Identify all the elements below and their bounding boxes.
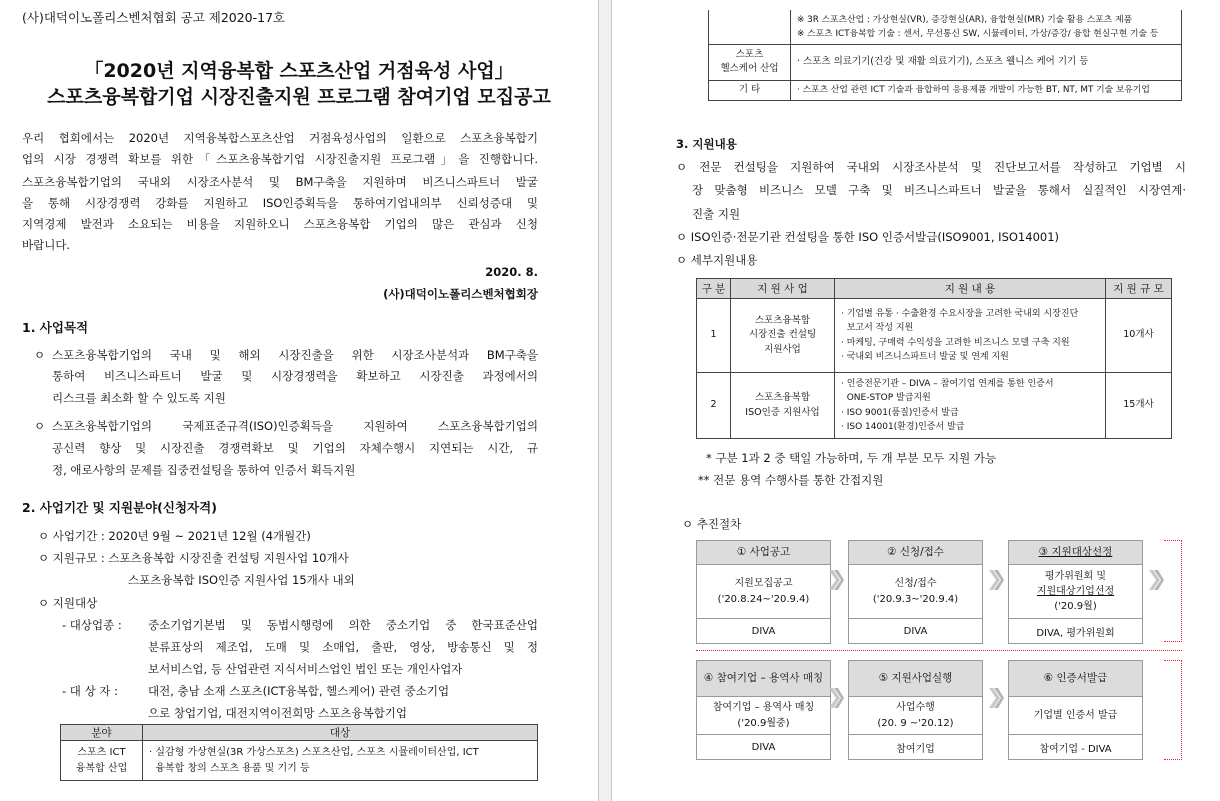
support-table-header: 지 원 내 용 (835, 279, 1106, 299)
field-table (60, 724, 538, 781)
purpose-line: 스포츠융복합기업의 국내 및 해외 시장진출을 위한 시장조사분석과 BM구축을 (52, 348, 538, 362)
intro-line: 우리 협회에서는 2020년 지역융복합스포츠산업 거점육성사업의 일환으로 스포츠융복합기 (22, 131, 538, 145)
process-step-2 (848, 540, 983, 644)
scale-cell: 15개사 (1106, 373, 1172, 439)
step-body: 참여기업 – 용역사 매칭 ('20.9월중) (697, 697, 830, 735)
support-scale: ㅇ 지원규모 : 스포츠융복합 시장진출 컨설팅 지원사업 10개사 (38, 551, 349, 565)
support-detail-table (696, 278, 1172, 439)
target-cell: · 스포츠 의료기기(건강 및 재활 의료기기), 스포츠 웰니스 케어 기기 등 (791, 44, 1182, 80)
intro-line: 바랍니다. (22, 238, 71, 252)
document-page-left (0, 0, 598, 801)
purpose-line: 정, 애로사항의 문제를 집중컨설팅을 통하여 인증서 획득지원 (52, 463, 356, 477)
arrow-right-icon (1148, 566, 1164, 594)
notice-header: (사)대덕이노폴리스벤처협회 공고 제2020-17호 (22, 10, 286, 25)
support-line: 장 맞춤형 비즈니스 모델 구축 및 비즈니스파트너 발굴을 통해서 실질적인 시장연계· (692, 183, 1186, 197)
step-body: 지원모집공고 ('20.8.24~'20.9.4) (697, 565, 830, 619)
field-table-header: 분야 (61, 725, 143, 741)
step-title: ② 신청/접수 (849, 541, 982, 565)
process-heading: ㅇ 추진절차 (682, 517, 742, 531)
step-title: ⑤ 지원사업실행 (849, 661, 982, 697)
document-page-right (612, 0, 1220, 801)
arrow-right-icon (828, 684, 844, 712)
field-table-continued (708, 10, 1182, 101)
dotted-guide (1164, 660, 1182, 760)
field-cell: 기 타 (709, 80, 791, 100)
step-owner: 참여기업 (896, 743, 935, 755)
support-scale-2: 스포츠융복합 ISO인증 지원사업 15개사 내외 (128, 573, 355, 587)
support-line: ㅇ ISO인증·전문기관 컨설팅을 통한 ISO 인증서발급(ISO9001, ISO14001) (676, 230, 1059, 244)
step-owner: DIVA, 평가위원회 (1036, 627, 1115, 639)
step-owner: DIVA (903, 625, 928, 637)
detail-heading: ㅇ 세부지원내용 (676, 253, 758, 267)
target-cell: · 스포츠 산업 관련 ICT 기술과 융합하여 응용제품 개발이 가능한 BT, NT, MT 기술 보유기업 (791, 80, 1182, 100)
step-body: 신청/접수 ('20.9.3~'20.9.4) (849, 565, 982, 619)
arrow-right-icon (828, 566, 844, 594)
step-owner: DIVA (751, 625, 776, 637)
step-title: ① 사업공고 (697, 541, 830, 565)
industry-line: 보서비스업, 등 산업관련 지식서비스업인 법인 또는 개인사업자 (148, 662, 463, 676)
support-period: ㅇ 사업기간 : 2020년 9월 ~ 2021년 12월 (4개월간) (38, 529, 311, 543)
intro-line: 지역경제 발전과 소요되는 비용을 지원하오니 스포츠융복합 기업의 많은 관심과 신청 (22, 217, 538, 231)
industry-label: - 대상업종 : (62, 618, 122, 632)
notice-date: 2020. 8. (485, 265, 538, 279)
title-line-2: 스포츠융복합기업 시장진출지원 프로그램 참여기업 모집공고 (47, 86, 551, 108)
note-line: ** 전문 용역 수행사를 통한 간접지원 (698, 473, 884, 487)
content-cell: · 기업별 유통 · 수출환경 수요시장을 고려한 국내외 시장진단 보고서 작성 지원 · 마케팅, 구매력 수익성을 고려한 비즈니스 모델 구축 지원 · 국내외 비즈니스파트너 발굴 및 연계 지원 (835, 299, 1106, 373)
page-gutter (598, 0, 612, 801)
program-cell: 스포츠융복합 ISO인증 지원사업 (731, 373, 835, 439)
field-cell: 스포츠 ICT 융복합 산업 (61, 741, 143, 781)
who-line: 대전, 충남 소재 스포츠(ICT융복합, 헬스케어) 관련 중소기업 (148, 684, 450, 698)
arrow-right-icon (988, 566, 1004, 594)
purpose-line: 통하여 비즈니스파트너 발굴 및 시장경쟁력을 확보하고 시장진출 과정에서의 (52, 369, 538, 383)
row-number: 1 (697, 299, 731, 373)
process-step-6 (1008, 660, 1143, 760)
intro-line: 을 통해 시장경쟁력 강화를 지원하고 ISO인증획득을 통하여기업내의부 신뢰성증대 및 (22, 196, 538, 210)
section-1-heading: 1. 사업목적 (22, 320, 89, 335)
bullet-icon: ㅇ (34, 419, 46, 433)
target-cell: · 실감형 가상현실(3R 가상스포츠) 스포츠산업, 스포츠 시뮬레이터산업, ICT 융복합 창의 스포츠 용품 및 기기 등 (143, 741, 538, 781)
purpose-line: 스포츠융복합기업의 국제표준규격(ISO)인증획득을 지원하여 스포츠융복합기업의 (52, 419, 538, 433)
field-table-header: 대상 (143, 725, 538, 741)
step-body: 기업별 인증서 발급 (1009, 697, 1142, 735)
table-row (697, 373, 1172, 439)
section-3-heading: 3. 지원내용 (676, 137, 737, 151)
process-step-1 (696, 540, 831, 644)
support-table-header: 구 분 (697, 279, 731, 299)
industry-line: 중소기업기본법 및 동법시행령에 의한 중소기업 중 한국표준산업 (148, 618, 538, 632)
arrow-right-icon (988, 684, 1004, 712)
support-target-heading: ㅇ 지원대상 (38, 596, 98, 610)
purpose-line: 공신력 향상 및 시장진출 경쟁력확보 및 기업의 자체수행시 지연되는 시간, 규 (52, 441, 538, 455)
field-cell: 스포츠 헬스케어 산업 (709, 44, 791, 80)
notes-cell: ※ 3R 스포츠산업 : 가상현실(VR), 증강현실(AR), 융합현실(MR) 기술 활용 스포츠 제품 ※ 스포츠 ICT융복합 기술 : 센서, 무선통신 SW, 시뮬레이터, 가상/증강/ 융합 현실구현 기술 등 (791, 10, 1182, 44)
title-line-1: 「2020년 지역융복합 스포츠산업 거점육성 사업」 (84, 60, 514, 82)
process-step-3 (1008, 540, 1143, 644)
step-owner: 참여기업 - DIVA (1039, 743, 1112, 755)
step-body: 평가위원회 및 지원대상기업선정 ('20.9월) (1009, 565, 1142, 619)
step-title: ④ 참여기업 – 용역사 매칭 (697, 661, 830, 697)
support-table-header: 지 원 사 업 (731, 279, 835, 299)
step-owner: DIVA (751, 741, 776, 753)
scale-cell: 10개사 (1106, 299, 1172, 373)
intro-line: 업의 시장 경쟁력 확보를 위한「스포츠융복합기업 시장진출지원 프로그램」을 진행합니다. (22, 152, 538, 166)
content-cell: · 인증전문기관 – DIVA – 참여기업 연계를 통한 인증서 ONE-STOP 발급지원 · ISO 9001(품질)인증서 발급 · ISO 14001(환경)인증서 발급 (835, 373, 1106, 439)
who-line: 으로 창업기업, 대전지역이전희망 스포츠융복합기업 (148, 706, 408, 720)
support-line: ㅇ 전문 컨설팅을 지원하여 국내외 시장조사분석 및 진단보고서를 작성하고 기업별 시 (676, 160, 1186, 174)
process-step-5 (848, 660, 983, 760)
step-body: 사업수행 (20. 9 ~'20.12) (849, 697, 982, 735)
field-cell-empty (709, 10, 791, 44)
process-step-4 (696, 660, 831, 760)
row-number: 2 (697, 373, 731, 439)
dotted-guide (696, 650, 1182, 651)
section-2-heading: 2. 사업기간 및 지원분야(신청자격) (22, 500, 217, 515)
bullet-icon: ㅇ (34, 348, 46, 362)
step-title: ③ 지원대상선정 (1009, 541, 1142, 565)
program-cell: 스포츠융복합 시장진출 컨설팅 지원사업 (731, 299, 835, 373)
purpose-line: 리스크를 최소화 할 수 있도록 지원 (52, 391, 226, 405)
table-row (697, 299, 1172, 373)
step-title: ⑥ 인증서발급 (1009, 661, 1142, 697)
support-line: 진출 지원 (692, 207, 741, 221)
who-label: - 대 상 자 : (62, 684, 118, 698)
industry-line: 분류표상의 제조업, 도매 및 소매업, 출판, 영상, 방송통신 및 정 (148, 640, 538, 654)
note-line: * 구분 1과 2 중 택일 가능하며, 두 개 부분 모두 지원 가능 (706, 451, 997, 465)
intro-line: 스포츠융복합기업의 국내외 시장조사분석 및 BM구축을 지원하며 비즈니스파트너 발굴 (22, 175, 538, 189)
dotted-guide (1164, 540, 1182, 642)
notice-signer: (사)대덕이노폴리스벤처협회장 (383, 287, 538, 301)
support-table-header: 지 원 규 모 (1106, 279, 1172, 299)
